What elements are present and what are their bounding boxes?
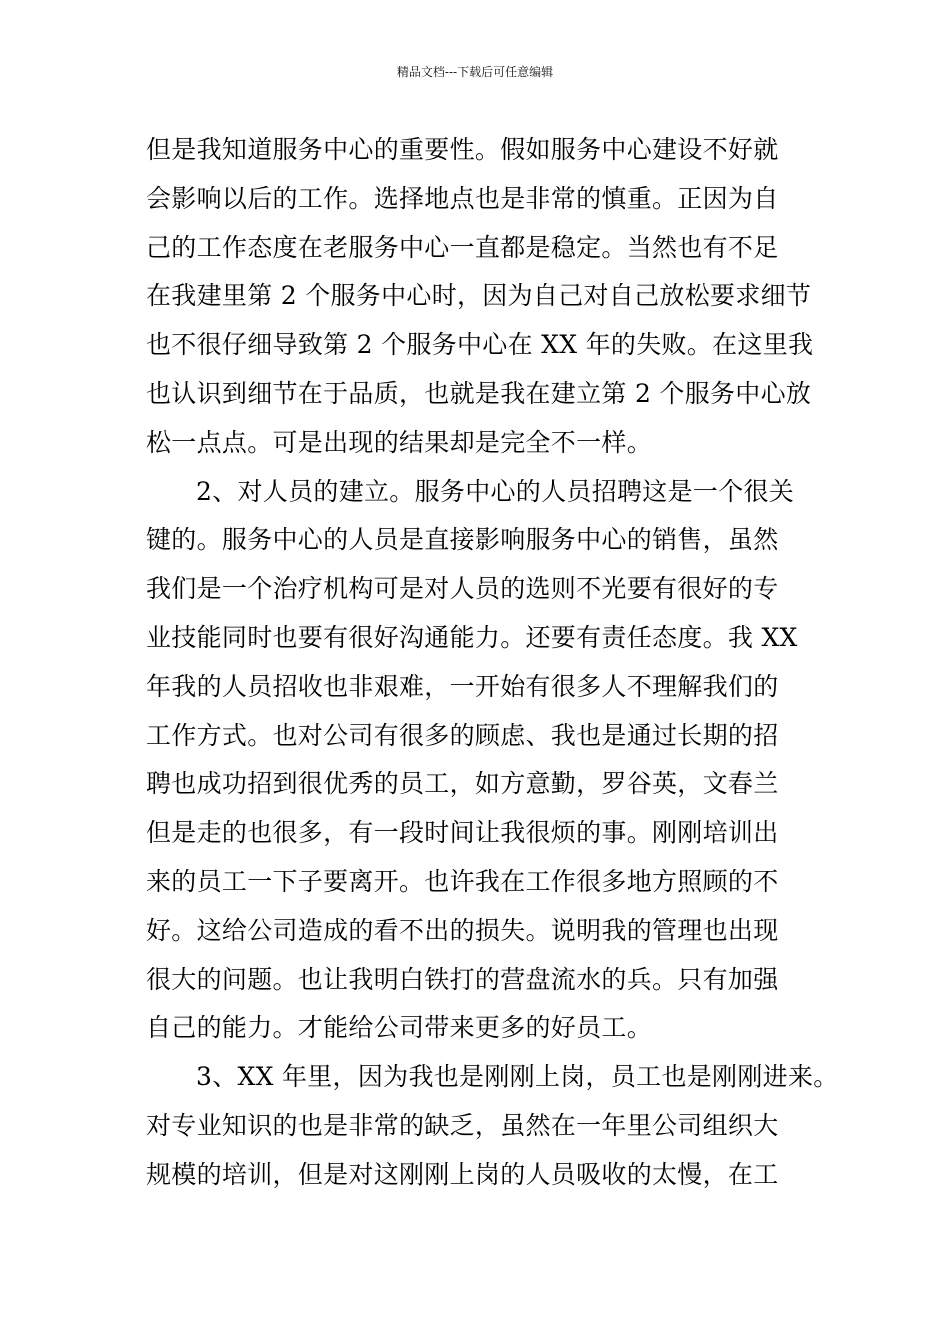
text-line: 键的。服务中心的人员是直接影响服务中心的销售，虽然 <box>146 525 779 555</box>
text-line: 己的工作态度在老服务中心一直都是稳定。当然也有不足 <box>146 232 779 262</box>
text-line: 也认识到细节在于品质，也就是我在建立第 2 个服务中心放 <box>146 378 812 408</box>
text-line: 松一点点。可是出现的结果却是完全不一样。 <box>146 427 653 457</box>
text-line: 业技能同时也要有很好沟通能力。还要有责任态度。我 XX <box>146 622 798 652</box>
text-line: 2、对人员的建立。服务中心的人员招聘这是一个很关 <box>196 476 795 506</box>
text-line: 自己的能力。才能给公司带来更多的好员工。 <box>146 1013 653 1043</box>
text-line: 来的员工一下子要离开。也许我在工作很多地方照顾的不 <box>146 866 779 896</box>
text-line: 我们是一个治疗机构可是对人员的选则不光要有很好的专 <box>146 574 779 604</box>
document-body <box>146 126 839 1200</box>
text-line: 年我的人员招收也非艰难，一开始有很多人不理解我们的 <box>146 671 779 701</box>
text-line: 会影响以后的工作。选择地点也是非常的慎重。正因为自 <box>146 183 779 213</box>
text-line: 规模的培训，但是对这刚刚上岗的人员吸收的太慢，在工 <box>146 1159 779 1189</box>
text-line: 好。这给公司造成的看不出的损失。说明我的管理也出现 <box>146 915 779 945</box>
text-line: 也不很仔细导致第 2 个服务中心在 XX 年的失败。在这里我 <box>146 330 814 360</box>
text-line: 工作方式。也对公司有很多的顾虑、我也是通过长期的招 <box>146 720 779 750</box>
text-line: 但是我知道服务中心的重要性。假如服务中心建设不好就 <box>146 135 779 164</box>
text-line: 但是走的也很多，有一段时间让我很烦的事。刚刚培训出 <box>146 818 779 848</box>
text-line: 3、XX 年里，因为我也是刚刚上岗，员工也是刚刚进来。 <box>196 1062 839 1092</box>
text-line: 聘也成功招到很优秀的员工，如方意勤，罗谷英，文春兰 <box>146 769 779 799</box>
text-line: 在我建里第 2 个服务中心时，因为自己对自己放松要求细节 <box>146 281 812 311</box>
page-header: 精品文档---下载后可任意编辑 <box>396 65 554 79</box>
text-line: 很大的问题。也让我明白铁打的营盘流水的兵。只有加强 <box>146 964 779 994</box>
text-line: 对专业知识的也是非常的缺乏，虽然在一年里公司组织大 <box>146 1110 779 1140</box>
